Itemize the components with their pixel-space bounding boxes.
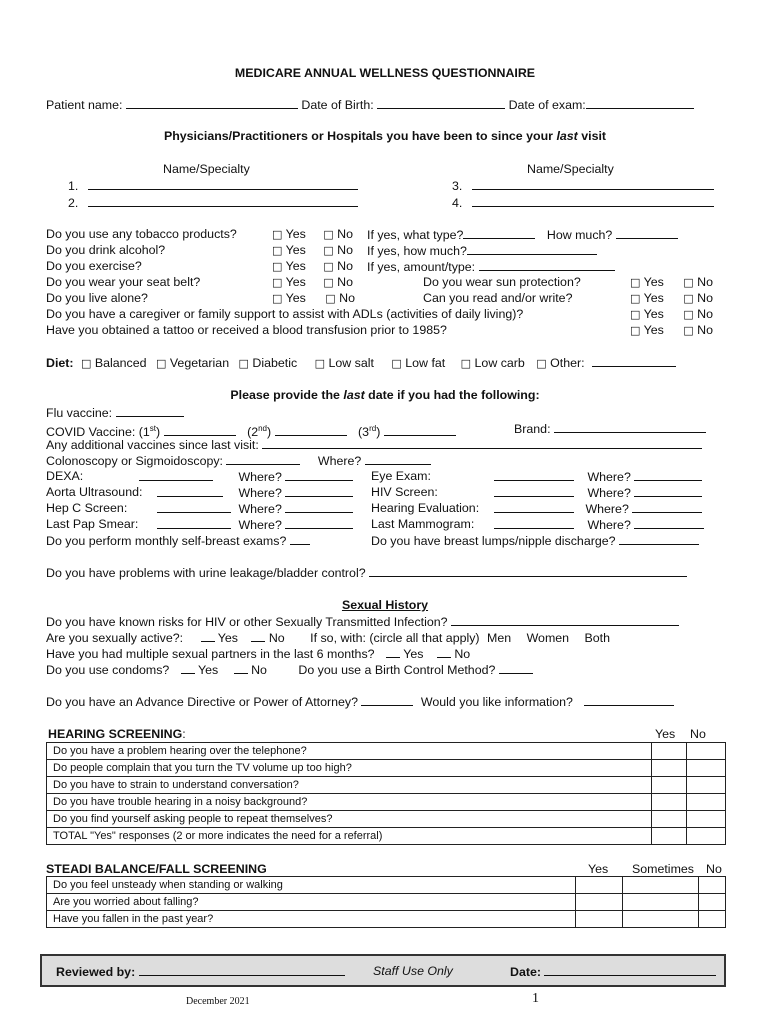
colonoscopy-date-field[interactable] — [226, 453, 300, 465]
hiv-screen-fields — [494, 485, 702, 501]
yn-tattoo — [630, 323, 713, 338]
hearing-no-cell[interactable] — [687, 811, 726, 828]
provider-col-label-right: Name/Specialty — [527, 162, 614, 176]
checkbox[interactable]: □ — [630, 324, 641, 337]
provider-item-number: 4. — [452, 196, 463, 210]
lumps-field[interactable] — [619, 533, 699, 545]
dates-heading — [0, 388, 770, 403]
hearing-eval-date-field[interactable] — [494, 501, 574, 513]
yn-seatbelt — [272, 275, 353, 290]
hearing-yes-cell[interactable] — [652, 760, 687, 777]
mammo-label: Last Mammogram: — [371, 517, 475, 531]
yes-label: Yes — [285, 243, 306, 257]
table-row — [47, 794, 726, 811]
alcohol-much-label: If yes, how much? — [367, 244, 467, 258]
steadi-heading: STEADI BALANCE/FALL SCREENING — [46, 862, 267, 876]
providers-heading — [0, 129, 770, 144]
pap-fields — [157, 517, 353, 533]
reviewed-by-field[interactable] — [139, 964, 345, 976]
yes-label: Yes — [643, 275, 664, 289]
hearing-question: Do you have to strain to understand conversation? — [47, 777, 652, 794]
dates-heading-pre: Please provide the — [230, 388, 344, 402]
provider-item-2 — [68, 195, 358, 211]
where-label: Where? — [587, 470, 631, 484]
no-label: No — [697, 323, 713, 337]
review-date-row — [510, 964, 716, 980]
hearing-yes-cell[interactable] — [652, 794, 687, 811]
tobacco-type-field[interactable] — [463, 227, 535, 239]
checkbox[interactable]: □ — [325, 292, 336, 305]
hearing-total-yes-cell[interactable] — [652, 828, 687, 845]
table-row — [47, 760, 726, 777]
steadi-no-cell[interactable] — [699, 877, 726, 894]
steadi-sometimes-cell[interactable] — [622, 911, 698, 928]
self-exam-label: Do you perform monthly self-breast exams? — [46, 534, 287, 548]
yes-label: Yes — [643, 323, 664, 337]
checkbox[interactable]: □ — [683, 276, 694, 289]
tobacco-much-field[interactable] — [616, 227, 678, 239]
checkbox[interactable]: □ — [391, 357, 402, 370]
providers-heading-pre: Physicians/Practitioners or Hospitals you have been to since your — [163, 129, 557, 143]
providers-heading-post: visit — [577, 129, 607, 143]
provider-field-4[interactable] — [472, 195, 714, 207]
partners-yes-field[interactable] — [386, 646, 400, 658]
condoms-no-field[interactable] — [234, 662, 248, 674]
checkbox[interactable]: □ — [683, 324, 694, 337]
hearing-table — [46, 742, 726, 845]
diet-option-vegetarian: Vegetarian — [169, 356, 230, 370]
hiv-screen-where-field[interactable] — [634, 485, 702, 497]
covid-dose-3-field[interactable] — [384, 424, 456, 436]
steadi-sometimes-cell[interactable] — [622, 894, 698, 911]
sexual-history-heading: Sexual History — [341, 598, 429, 612]
checkbox[interactable]: □ — [536, 357, 547, 370]
yn-readwrite — [630, 291, 713, 306]
checkbox[interactable]: □ — [272, 276, 283, 289]
diet-other-field[interactable] — [592, 355, 676, 367]
exam-date-field[interactable] — [586, 97, 694, 109]
yes-label: Yes — [285, 259, 306, 273]
hepc-date-field[interactable] — [157, 501, 231, 513]
exam-date-label: Date of exam: — [508, 98, 586, 112]
additional-vaccines-field[interactable] — [262, 437, 702, 449]
steadi-yes-cell[interactable] — [576, 877, 623, 894]
provider-field-3[interactable] — [472, 178, 714, 190]
checkbox[interactable]: □ — [272, 292, 283, 305]
colonoscopy-label: Colonoscopy or Sigmoidoscopy: — [46, 454, 224, 468]
diet-option-other: Other: — [550, 356, 585, 370]
brand-field[interactable] — [554, 421, 706, 433]
pap-label: Last Pap Smear: — [46, 517, 139, 531]
no-label: No — [337, 275, 353, 289]
flu-vaccine-row — [46, 405, 184, 421]
birth-control-label: Do you use a Birth Control Method? — [298, 663, 496, 677]
aorta-date-field[interactable] — [157, 485, 223, 497]
yes-label: Yes — [643, 307, 664, 321]
hearing-heading-text: HEARING SCREENING — [48, 727, 183, 741]
hearing-no-cell[interactable] — [687, 777, 726, 794]
dexa-where-field[interactable] — [285, 469, 353, 481]
table-row — [47, 743, 726, 760]
checkbox[interactable]: □ — [323, 244, 334, 257]
question-exercise: Do you exercise? — [46, 259, 142, 273]
self-exam-field[interactable] — [290, 533, 310, 545]
yes-label: Yes — [285, 275, 306, 289]
revision-date: December 2021 — [186, 996, 250, 1007]
checkbox[interactable]: □ — [630, 292, 641, 305]
no-label: No — [337, 227, 353, 241]
question-seatbelt: Do you wear your seat belt? — [46, 275, 201, 289]
hearing-heading — [48, 727, 186, 742]
no-label: No — [454, 647, 471, 661]
diet-option-balanced: Balanced — [94, 356, 147, 370]
exercise-type-field[interactable] — [479, 259, 615, 271]
eye-label: Eye Exam: — [371, 469, 431, 483]
self-exam-row — [46, 533, 310, 549]
hearing-no-cell[interactable] — [687, 794, 726, 811]
provider-item-number: 1. — [68, 179, 79, 193]
steadi-col-no: No — [706, 862, 722, 876]
where-label: Where? — [238, 486, 282, 500]
checkbox[interactable]: □ — [460, 357, 472, 370]
where-label: Where? — [238, 502, 282, 516]
table-row — [47, 828, 726, 845]
provider-item-3 — [452, 178, 714, 194]
checkbox[interactable]: □ — [323, 260, 334, 273]
covid-brand — [514, 421, 706, 437]
hearing-yes-cell[interactable] — [652, 811, 687, 828]
paren-close: ) — [156, 425, 161, 440]
hearing-no-cell[interactable] — [687, 743, 726, 760]
provider-field-2[interactable] — [88, 195, 358, 207]
checkbox[interactable]: □ — [630, 308, 641, 321]
exercise-type-label: If yes, amount/type: — [367, 260, 476, 274]
colonoscopy-row — [46, 453, 431, 469]
no-label: No — [697, 275, 713, 289]
covid-dose-3-sup: rd — [369, 424, 377, 433]
steadi-question: Are you worried about falling? — [47, 894, 576, 911]
question-readwrite: Can you read and/or write? — [423, 291, 573, 305]
mammo-date-field[interactable] — [494, 517, 574, 529]
no-label: No — [268, 631, 285, 645]
eye-date-field[interactable] — [494, 469, 574, 481]
hepc-where-field[interactable] — [285, 501, 353, 513]
would-like-info-label: Would you like information? — [420, 695, 573, 709]
yes-label: Yes — [285, 291, 306, 305]
hearing-yes-cell[interactable] — [652, 777, 687, 794]
paren-close: ) — [267, 425, 272, 440]
covid-dose-1-sup: st — [149, 424, 157, 433]
option-women[interactable]: Women — [526, 631, 570, 645]
dob-label: Date of Birth: — [301, 98, 374, 112]
yn-alcohol — [272, 243, 353, 258]
if-so-label: If so, with: (circle all that apply) — [310, 631, 480, 645]
additional-vaccines-row — [46, 437, 702, 453]
mammo-fields — [494, 517, 704, 533]
eye-where-field[interactable] — [634, 469, 702, 481]
additional-vaccines-label: Any additional vaccines since last visit: — [46, 438, 259, 452]
hearing-col-yes: Yes — [655, 727, 676, 741]
would-like-info-field[interactable] — [584, 694, 674, 706]
where-label: Where? — [587, 486, 631, 500]
yes-label: Yes — [643, 291, 664, 305]
provider-field-1[interactable] — [88, 178, 358, 190]
checkbox[interactable]: □ — [323, 228, 334, 241]
covid-dose-2-sup: nd — [258, 424, 267, 433]
steadi-table — [46, 876, 726, 928]
diet-option-low-salt: Low salt — [328, 356, 374, 370]
hearing-heading-colon: : — [182, 727, 186, 741]
provider-col-label-left: Name/Specialty — [163, 162, 250, 176]
where-label: Where? — [238, 518, 282, 532]
covid-label: COVID Vaccine: — [46, 425, 136, 440]
yn-caregiver — [630, 307, 713, 322]
no-label: No — [697, 291, 713, 305]
provider-item-number: 2. — [68, 196, 79, 210]
checkbox[interactable]: □ — [272, 260, 283, 273]
hearing-eval-fields — [494, 501, 702, 517]
staff-use-label: Staff Use Only — [373, 964, 453, 978]
aorta-fields — [157, 485, 353, 501]
steadi-question: Do you feel unsteady when standing or walking — [47, 877, 576, 894]
diet-option-diabetic: Diabetic — [252, 356, 298, 370]
checkbox[interactable]: □ — [272, 244, 283, 257]
hiv-risk-row — [46, 614, 679, 630]
dexa-label: DEXA: — [46, 469, 84, 483]
active-no-field[interactable] — [251, 630, 265, 642]
hepc-fields — [157, 501, 353, 517]
dates-heading-em: last — [343, 388, 365, 402]
steadi-no-cell[interactable] — [699, 911, 726, 928]
checkbox[interactable]: □ — [81, 357, 92, 370]
question-caregiver: Do you have a caregiver or family support to assist with ADLs (activities of daily living)? — [46, 307, 524, 321]
steadi-question: Have you fallen in the past year? — [47, 911, 576, 928]
partners-label: Have you had multiple sexual partners in the last 6 months? — [46, 647, 375, 661]
covid-dose-1-field[interactable] — [164, 424, 236, 436]
urine-label: Do you have problems with urine leakage/bladder control? — [46, 566, 366, 580]
reviewed-by-row — [56, 964, 345, 980]
steadi-col-yes: Yes — [588, 862, 609, 876]
pap-date-field[interactable] — [157, 517, 231, 529]
no-label: No — [697, 307, 713, 321]
yes-label: Yes — [403, 647, 424, 661]
dexa-date-field[interactable] — [139, 469, 213, 481]
birth-control-field[interactable] — [499, 662, 533, 674]
no-label: No — [337, 243, 353, 257]
yes-label: Yes — [197, 663, 219, 677]
yn-sun — [630, 275, 713, 290]
steadi-no-cell[interactable] — [699, 894, 726, 911]
exercise-followup — [367, 259, 615, 275]
checkbox[interactable]: □ — [272, 228, 283, 241]
table-row — [47, 811, 726, 828]
eye-fields — [494, 469, 702, 485]
providers-heading-em: last — [556, 129, 578, 143]
provider-item-4 — [452, 195, 714, 211]
question-sun: Do you wear sun protection? — [423, 275, 581, 289]
diet-label: Diet: — [46, 356, 74, 370]
tobacco-type-label: If yes, what type? — [367, 228, 464, 242]
condoms-yes-field[interactable] — [181, 662, 195, 674]
hiv-risk-field[interactable] — [451, 614, 679, 626]
option-men[interactable]: Men — [487, 631, 512, 645]
question-alone: Do you live alone? — [46, 291, 148, 305]
diet-option-low-fat: Low fat — [405, 356, 446, 370]
colonoscopy-where-field[interactable] — [365, 453, 431, 465]
no-label: No — [337, 259, 353, 273]
where-label: Where? — [238, 470, 282, 484]
partners-no-field[interactable] — [437, 646, 451, 658]
pap-where-field[interactable] — [285, 517, 353, 529]
partners-row — [46, 646, 470, 662]
table-row — [47, 894, 726, 911]
covid-dose-1-label: (1 — [138, 425, 150, 440]
hearing-question: Do you find yourself asking people to repeat themselves? — [47, 811, 652, 828]
dexa-fields — [139, 469, 353, 485]
hearing-no-cell[interactable] — [687, 760, 726, 777]
hiv-screen-date-field[interactable] — [494, 485, 574, 497]
steadi-yes-cell[interactable] — [576, 911, 623, 928]
steadi-col-sometimes: Sometimes — [632, 862, 694, 876]
mammo-where-field[interactable] — [634, 517, 704, 529]
form-title: MEDICARE ANNUAL WELLNESS QUESTIONNAIRE — [234, 66, 536, 80]
aorta-where-field[interactable] — [285, 485, 353, 497]
advance-directive-label: Do you have an Advance Directive or Power of Attorney? — [46, 695, 359, 709]
where-label: Where? — [587, 518, 631, 532]
active-yes-field[interactable] — [201, 630, 215, 642]
hearing-question: Do you have a problem hearing over the telephone? — [47, 743, 652, 760]
tobacco-much-label: How much? — [546, 228, 613, 242]
brand-label: Brand: — [514, 422, 551, 436]
provider-item-number: 3. — [452, 179, 463, 193]
checkbox[interactable]: □ — [238, 357, 249, 370]
yn-tobacco — [272, 227, 353, 242]
checkbox[interactable]: □ — [314, 357, 326, 370]
sexually-active-label: Are you sexually active?: — [46, 631, 184, 645]
advance-directive-field[interactable] — [361, 694, 413, 706]
flu-date-field[interactable] — [116, 405, 184, 417]
urine-field[interactable] — [369, 565, 687, 577]
tobacco-followup — [367, 227, 678, 243]
option-both[interactable]: Both — [584, 631, 610, 645]
question-tobacco: Do you use any tobacco products? — [46, 227, 237, 241]
steadi-yes-cell[interactable] — [576, 894, 623, 911]
hearing-total-no-cell[interactable] — [687, 828, 726, 845]
lumps-row — [371, 533, 699, 549]
hiv-screen-label: HIV Screen: — [371, 485, 438, 499]
covid-dose-2-label: (2 — [247, 425, 259, 440]
no-label: No — [251, 663, 267, 677]
sexually-active-row — [46, 630, 610, 646]
patient-name-field[interactable] — [126, 97, 298, 109]
where-label: Where? — [317, 454, 362, 468]
yes-label: Yes — [217, 631, 238, 645]
hearing-eval-label: Hearing Evaluation: — [371, 501, 480, 515]
checkbox[interactable]: □ — [323, 276, 334, 289]
checkbox[interactable]: □ — [683, 292, 694, 305]
covid-dose-2-field[interactable] — [275, 424, 347, 436]
yn-exercise — [272, 259, 353, 274]
hearing-yes-cell[interactable] — [652, 743, 687, 760]
table-row — [47, 777, 726, 794]
checkbox[interactable]: □ — [683, 308, 694, 321]
hearing-question: Do people complain that you turn the TV volume up too high? — [47, 760, 652, 777]
question-tattoo: Have you obtained a tattoo or received a blood transfusion prior to 1985? — [46, 323, 447, 337]
urine-row — [46, 565, 687, 581]
dob-field[interactable] — [377, 97, 505, 109]
where-label: Where? — [585, 502, 629, 516]
page-number: 1 — [532, 991, 539, 1006]
diet-row — [46, 355, 676, 371]
reviewed-by-label: Reviewed by: — [56, 965, 136, 979]
checkbox[interactable]: □ — [630, 276, 641, 289]
hearing-question: Do you have trouble hearing in a noisy background? — [47, 794, 652, 811]
hearing-total: TOTAL "Yes" responses (2 or more indicates the need for a referral) — [47, 828, 652, 845]
review-date-label: Date: — [510, 965, 541, 979]
steadi-sometimes-cell[interactable] — [622, 877, 698, 894]
review-date-field[interactable] — [544, 964, 716, 976]
aorta-label: Aorta Ultrasound: — [46, 485, 143, 499]
patient-name-label: Patient name: — [46, 98, 123, 112]
patient-info-line — [46, 97, 694, 113]
hearing-eval-where-field[interactable] — [632, 501, 702, 513]
hiv-risk-label: Do you have known risks for HIV or other Sexually Transmitted Infection? — [46, 615, 448, 629]
alcohol-followup — [367, 243, 597, 259]
lumps-label: Do you have breast lumps/nipple discharge? — [371, 534, 616, 548]
diet-option-low-carb: Low carb — [474, 356, 525, 370]
condoms-label: Do you use condoms? — [46, 663, 170, 677]
alcohol-much-field[interactable] — [467, 243, 597, 255]
provider-item-1 — [68, 178, 358, 194]
condoms-row — [46, 662, 533, 678]
checkbox[interactable]: □ — [155, 357, 167, 370]
advance-directive-row — [46, 694, 674, 710]
question-alcohol: Do you drink alcohol? — [46, 243, 166, 257]
yes-label: Yes — [285, 227, 306, 241]
hearing-col-no: No — [690, 727, 706, 741]
dates-heading-post: date if you had the following: — [364, 388, 540, 402]
table-row — [47, 911, 726, 928]
flu-label: Flu vaccine: — [46, 406, 113, 420]
paren-close: ) — [376, 425, 381, 440]
covid-dose-3-label: (3 — [358, 425, 370, 440]
hepc-label: Hep C Screen: — [46, 501, 128, 515]
yn-alone — [272, 291, 355, 306]
no-label: No — [339, 291, 355, 305]
table-row — [47, 877, 726, 894]
